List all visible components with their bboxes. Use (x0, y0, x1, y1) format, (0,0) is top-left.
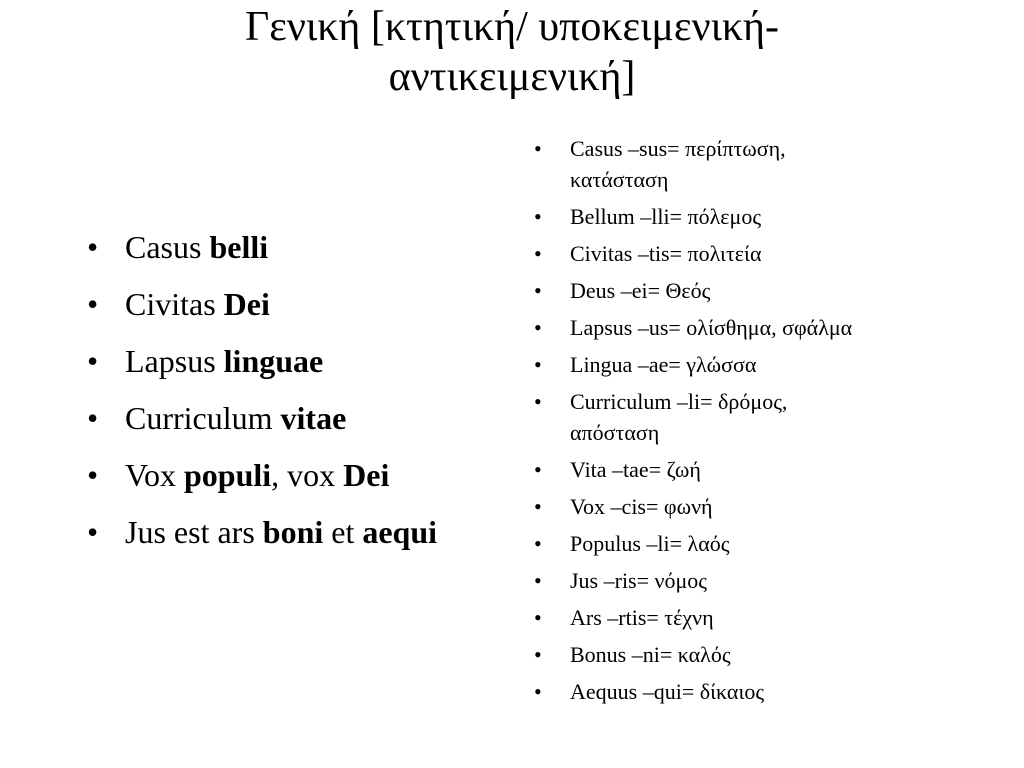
list-item (530, 386, 980, 448)
vocab-text: • Curriculum –li= δρόμος, (570, 389, 788, 414)
vocab-text: • Casus –sus= περίπτωση, (570, 136, 786, 161)
phrase-text: et (323, 514, 363, 550)
phrase-text: Casus (125, 229, 210, 265)
phrase-text: Curriculum (125, 400, 281, 436)
list-item (82, 229, 482, 266)
list-item (82, 400, 482, 437)
list-item: • Jus –ris= νόμος (530, 565, 980, 596)
list-item: • Bonus –ni= καλός (530, 639, 980, 670)
list-item: • Deus –ei= Θεός (530, 275, 980, 306)
list-item: • Bellum –lli= πόλεμος (530, 201, 980, 232)
phrase-genitive: vitae (280, 400, 347, 436)
phrase-genitive: populi (183, 457, 272, 493)
phrase-text: Vox (125, 457, 184, 493)
slide-title-line-2: αντικειμενική] (388, 54, 636, 100)
vocabulary-list (530, 133, 980, 713)
list-item (82, 514, 482, 551)
vocab-text: κατάσταση (570, 167, 669, 192)
vocab-text: απόσταση (570, 420, 660, 445)
phrase-genitive: Dei (223, 286, 270, 322)
phrase-genitive: linguae (223, 343, 324, 379)
list-item: • Lingua –ae= γλώσσα (530, 349, 980, 380)
slide-title-line-1: Γενική [κτητική/ υποκειμενική- (245, 4, 779, 50)
latin-phrases-list (82, 229, 482, 571)
phrase-text: Civitas (125, 286, 224, 322)
list-item (82, 286, 482, 323)
list-item: • Lapsus –us= ολίσθημα, σφάλμα (530, 312, 980, 343)
list-item: • Aequus –qui= δίκαιος (530, 676, 980, 707)
phrase-genitive: aequi (362, 514, 438, 550)
phrase-genitive: Dei (343, 457, 390, 493)
list-item (82, 457, 482, 494)
list-item: • Civitas –tis= πολιτεία (530, 238, 980, 269)
list-item: • Vita –tae= ζωή (530, 454, 980, 485)
list-item: • Populus –li= λαός (530, 528, 980, 559)
slide-title (90, 2, 934, 102)
phrase-text: Lapsus (125, 343, 224, 379)
list-item: • Ars –rtis= τέχνη (530, 602, 980, 633)
list-item (530, 133, 980, 195)
phrase-text: Jus est ars (125, 514, 263, 550)
phrase-genitive: belli (209, 229, 269, 265)
list-item (82, 343, 482, 380)
phrase-genitive: boni (262, 514, 324, 550)
phrase-text: , vox (271, 457, 344, 493)
list-item: • Vox –cis= φωνή (530, 491, 980, 522)
